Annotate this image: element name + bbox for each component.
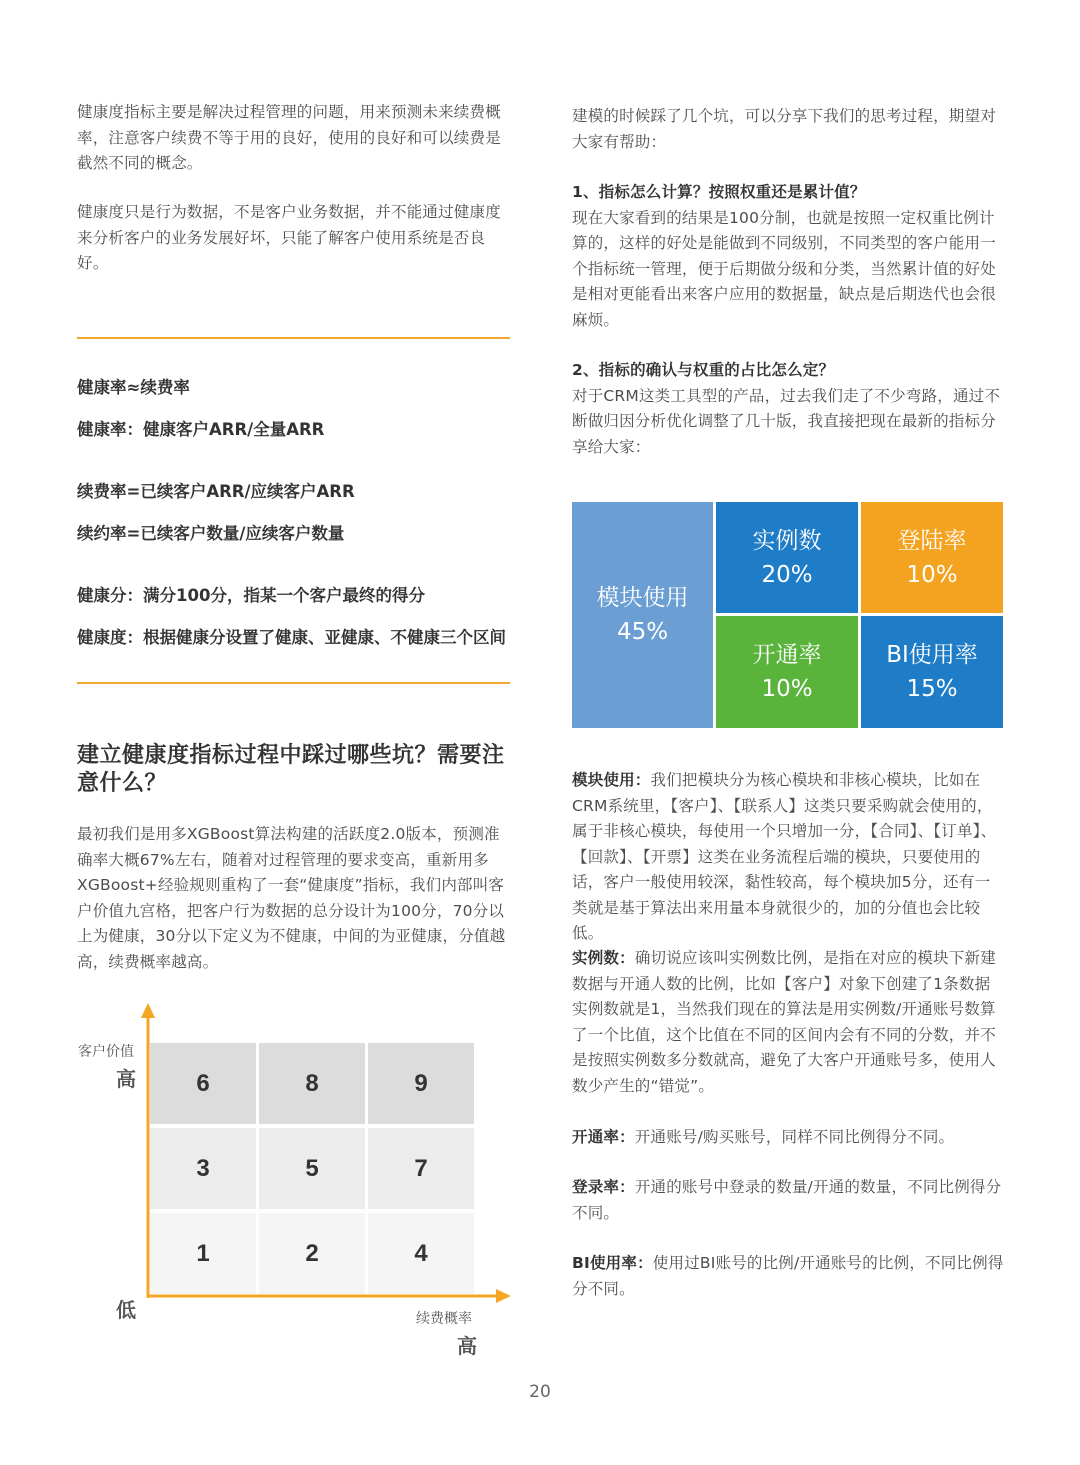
definition-line: 健康率≈续费率 — [77, 378, 190, 397]
y-axis-high: 高 — [116, 1067, 136, 1091]
question-2-title: 2、指标的确认与权重的占比怎么定？ — [572, 361, 835, 379]
left-history-paragraph: 最初我们是用多XGBoost算法构建的活跃度2.0版本，预测准确率大概67%左右，随着对过程管理的要求变高，重新用多XGBoost+经验规则重构了一套“健康度”指标，我们内部叫客户价值九宫格，把客户行为数据的总分设计为100分，70分以上为健康，30分以下定义为不健康，中间的为亚健康，分值越高，续费概率越高。 — [77, 825, 506, 971]
y-axis-label: 客户价值 — [78, 1044, 134, 1060]
x-axis-arrow — [496, 1289, 511, 1303]
metric-login-rate — [572, 1175, 1004, 1226]
page-number: 20 — [529, 1382, 551, 1402]
treemap-label: 开通率 — [752, 642, 822, 668]
grid-cell: 5 — [259, 1128, 365, 1209]
grid-cell: 2 — [259, 1213, 365, 1294]
question-2 — [572, 358, 1004, 460]
treemap-value: 10% — [761, 676, 813, 702]
grid-cell: 1 — [150, 1213, 256, 1294]
treemap-value: 15% — [906, 676, 958, 702]
x-axis-high: 高 — [457, 1334, 477, 1358]
metric-term: 模块使用： — [572, 771, 651, 789]
treemap-activation-rate — [716, 616, 858, 728]
definition-line: 健康分：满分100分，指某一个客户最终的得分 — [77, 586, 425, 605]
question-1-body: 现在大家看到的结果是100分制，也就是按照一定权重比例计算的，这样的好处是能做到不同级别，不同类型的客户能用一个指标统一管理，便于后期做分级和分类，当然累计值的好处是相对更能看出来客户应用的数据量，缺点是后期迭代也会很麻烦。 — [572, 208, 996, 329]
treemap-label: 实例数 — [752, 527, 822, 554]
metric-body: 确切说应该叫实例数比例，是指在对应的模块下新建数据与开通人数的比例，比如【客户】对象下创建了1条数据实例数就是1，当然我们现在的算法是用实例数/开通账号数算了一个比值，这个比值在不同的区间内会有不同的分数，并不是按照实例数多分数就高，避免了大客户开通账号多，使用人数少产生的“错觉”。 — [572, 949, 996, 1095]
treemap-label: 模块使用 — [596, 585, 689, 611]
grid-cell: 4 — [368, 1213, 474, 1294]
treemap-value: 10% — [906, 561, 958, 588]
treemap-label: BI使用率 — [886, 642, 978, 668]
left-behavior-paragraph: 健康度只是行为数据，不是客户业务数据，并不能通过健康度来分析客户的业务发展好坏，只能了解客户使用系统是否良好。 — [77, 203, 501, 272]
definition-line: 续约率=已续客户数量/应续客户数量 — [77, 524, 345, 543]
left-intro-paragraph: 健康度指标主要是解决过程管理的问题，用来预测未来续费概率，注意客户续费不等于用的良好，使用的良好和可以续费是截然不同的概念。 — [77, 103, 501, 172]
metric-bi-usage — [572, 1251, 1004, 1302]
treemap-bi-usage — [861, 616, 1003, 728]
question-1 — [572, 180, 1004, 333]
metric-instance-count — [572, 946, 1004, 1099]
definition-line: 健康率：健康客户ARR/全量ARR — [77, 420, 325, 439]
definition-line: 续费率=已续客户ARR/应续客户ARR — [77, 482, 355, 501]
grid-cell: 7 — [368, 1128, 474, 1209]
metric-term: BI使用率： — [572, 1254, 653, 1272]
treemap-value: 20% — [761, 561, 813, 588]
treemap-module-usage — [572, 502, 713, 728]
grid-cell: 9 — [368, 1043, 474, 1124]
grid-cell: 3 — [150, 1128, 256, 1209]
metric-term: 实例数： — [572, 949, 635, 967]
grid-cells — [150, 1043, 476, 1296]
x-axis-label: 续费概率 — [416, 1311, 472, 1327]
metric-body: 开通账号/购买账号，同样不同比例得分不同。 — [634, 1128, 955, 1146]
question-2-body: 对于CRM这类工具型的产品，过去我们走了不少弯路，通过不断做归因分析优化调整了几十版，我直接把现在最新的指标分享给大家： — [572, 386, 1001, 456]
right-intro-paragraph: 建模的时候踩了几个坑，可以分享下我们的思考过程，期望对大家有帮助： — [572, 107, 996, 151]
y-axis-arrow — [141, 1003, 155, 1018]
definition-line: 健康度：根据健康分设置了健康、亚健康、不健康三个区间 — [77, 628, 506, 647]
grid-cell: 6 — [150, 1043, 256, 1124]
treemap-value: 45% — [616, 619, 669, 645]
section-heading: 建立健康度指标过程中踩过哪些坑？需要注意什么？ — [77, 743, 505, 796]
metric-activation-rate — [572, 1125, 1004, 1151]
axis-low: 低 — [116, 1298, 136, 1322]
metric-body: 开通的账号中登录的数量/开通的数量，不同比例得分不同。 — [572, 1178, 1002, 1222]
metric-term: 登录率： — [572, 1178, 635, 1196]
metric-module-usage — [572, 768, 1004, 947]
treemap-login-rate — [861, 502, 1003, 613]
metric-body: 我们把模块分为核心模块和非核心模块，比如在CRM系统里，【客户】、【联系人】这类只要采购就会使用的，属于非核心模块，每使用一个只增加一分，【合同】、【订单】、【回款】、【开票】这类在业务流程后端的模块，只要使用的话，客户一般使用较深，黏性较高，每个模块加5分，还有一类就是基于算法出来用量本身就很少的，加的分值也会比较低。 — [572, 771, 997, 942]
grid-cell: 8 — [259, 1043, 365, 1124]
metric-body: 使用过BI账号的比例/开通账号的比例，不同比例得分不同。 — [572, 1254, 1004, 1298]
metric-term: 开通率： — [572, 1128, 635, 1146]
question-1-title: 1、指标怎么计算？按照权重还是累计值？ — [572, 183, 866, 201]
treemap-label: 登陆率 — [897, 527, 967, 554]
treemap-instance-count — [716, 502, 858, 613]
